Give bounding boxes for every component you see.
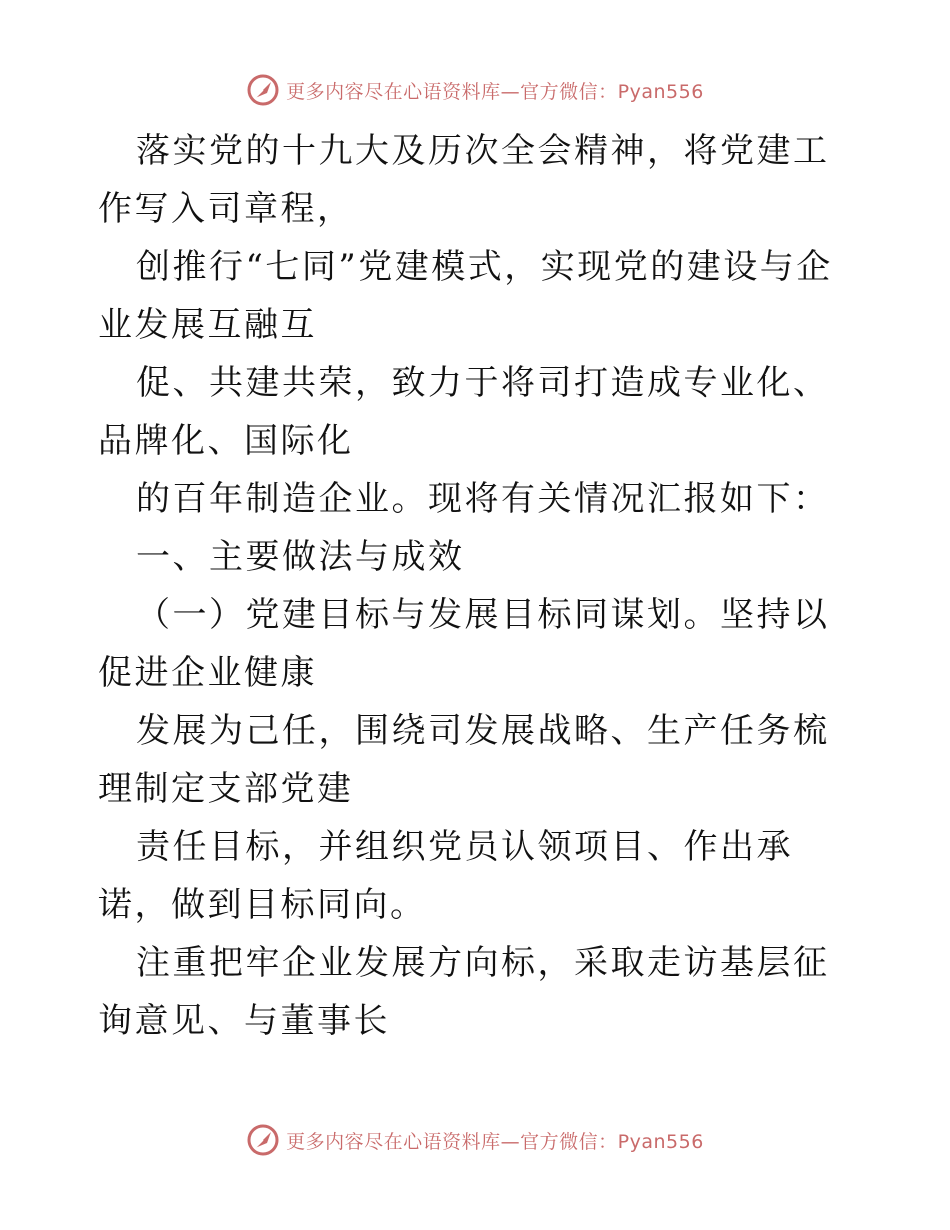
body-text: [98, 122, 858, 1050]
quill-logo-icon: [246, 1123, 280, 1157]
header-watermark: [0, 70, 950, 110]
paragraph-2: 创推行“七同”党建模式，实现党的建设与企业发展互融互: [98, 247, 833, 345]
paragraph-7: 责任目标，并组织党员认领项目、作出承诺，做到目标同向。: [98, 827, 793, 925]
paragraph-5: （一）党建目标与发展目标同谋划。坚持以促进企业健康: [98, 595, 830, 693]
footer-watermark: [0, 1120, 950, 1160]
paragraph-3: 促、共建共荣，致力于将司打造成专业化、品牌化、国际化: [98, 363, 830, 461]
paragraph-6: 发展为己任，围绕司发展战略、生产任务梳理制定支部党建: [98, 711, 830, 809]
quill-logo-icon: [246, 73, 280, 107]
section-heading: 一、主要做法与成效: [136, 537, 465, 577]
watermark-text: 更多内容尽在心语资料库—官方微信：Pyan556: [286, 80, 704, 103]
paragraph-4: 的百年制造企业。现将有关情况汇报如下：: [136, 479, 830, 519]
paragraph-1: 落实党的十九大及历次全会精神，将党建工作写入司章程，: [98, 131, 830, 229]
paragraph-8: 注重把牢企业发展方向标，采取走访基层征询意见、与董事长: [98, 943, 830, 1041]
watermark-text: 更多内容尽在心语资料库—官方微信：Pyan556: [286, 1130, 704, 1153]
